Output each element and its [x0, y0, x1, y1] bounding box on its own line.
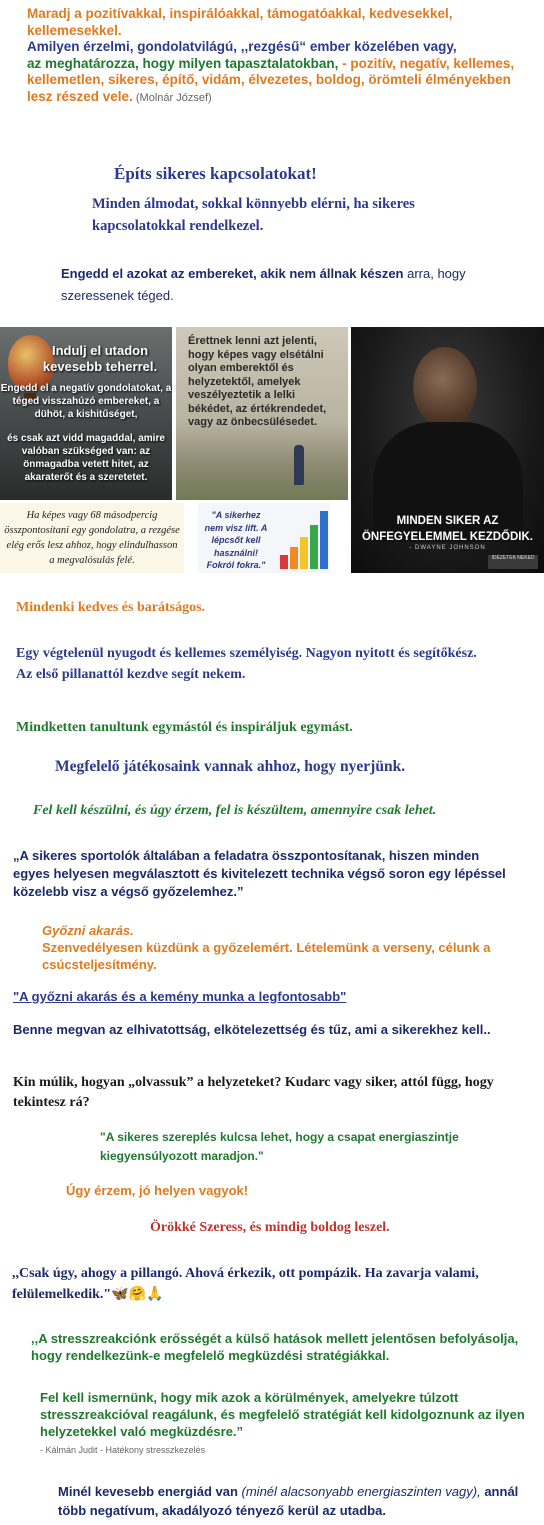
paragraph-17-part-2: (minél alacsonyabb energiaszinten vagy), — [237, 1484, 481, 1499]
letgo-normal: arra, hogy szeressenek téged. — [61, 266, 466, 303]
paragraph-17-part-3: annál több negatívum, akadályozó tényező kerül az utadba. — [58, 1484, 519, 1518]
intro-paragraph — [27, 6, 532, 106]
rock-quote-text: MINDEN SIKER AZ ÖNFEGYELEMMEL KEZDŐDIK. — [361, 515, 534, 543]
stairs-quote-image — [198, 503, 330, 573]
stairs-quote-text: "A sikerhez nem visz lift. A lépcsőt kell használni! Fokról fokra." — [204, 510, 268, 570]
paragraph-16 — [40, 1389, 540, 1457]
focus-quote-image — [0, 503, 184, 573]
balloon-quote-image — [0, 327, 172, 500]
stairs-bar-icon — [320, 511, 328, 569]
page-heading: Építs sikeres kapcsolatokat! — [114, 164, 317, 183]
stairs-bar-icon — [290, 547, 298, 569]
paragraph-11: "A sikeres szereplés kulcsa lehet, hogy a csapat energiaszintje kiegyensúlyozott maradjon." — [100, 1130, 459, 1163]
rock-quote-author: - DWAYNE JOHNSON — [409, 545, 486, 551]
intro-line-1: Maradj a pozitívakkal, inspirálóakkal, támogatóakkal, kedvesekkel, kellemesekkel. — [27, 6, 453, 38]
focus-quote-text: Ha képes vagy 68 másodpercig összpontosítani egy gondolatra, a rezgése elég erős lesz ahhoz, hogy elindulhasson a megvalósulás felé. — [4, 510, 180, 566]
paragraph-14-text: ,,Csak úgy, ahogy a pillangó. Ahová érkezik, ott pompázik. Ha zavarja valami, felülemelkedik." — [12, 1266, 479, 1302]
paragraph-12: Úgy érzem, jó helyen vagyok! — [66, 1183, 249, 1198]
letgo-paragraph — [61, 263, 521, 307]
paragraph-17 — [58, 1482, 538, 1520]
paragraph-6: „A sikeres sportolók általában a feladatra összpontosítanak, hiszen minden egyes helyesen megválasztott és kivitelezett technika végső soron egy lépéssel közelebb visz a végső győzelemhez.” — [13, 848, 506, 899]
intro-line-3b: - pozitív, negatív, kellemes, kellemetlen, sikeres, építő, vidám, élvezetes, boldog, örömteli élményekben lesz részed vele. — [27, 55, 515, 104]
paragraph-7-title: Győzni akarás. — [42, 923, 134, 938]
paragraph-15: ,,A stresszreakciónk erősségét a külső hatások mellett jelentősen befolyásolja, hogy rendelkezünk-e megfelelő megküzdési stratégiákkal. — [31, 1331, 519, 1363]
person-silhouette-icon — [294, 445, 304, 485]
stairs-bar-icon — [280, 555, 288, 569]
paragraph-16-attribution: - Kálmán Judit - Hatékony stresszkezelés — [40, 1445, 206, 1455]
beach-quote-image — [176, 327, 348, 500]
stairs-bar-icon — [310, 525, 318, 569]
paragraph-14 — [12, 1263, 532, 1305]
paragraph-7-body: Szenvedélyesen küzdünk a győzelemért. Lételemünk a verseny, célunk a csúcsteljesítmény. — [42, 940, 491, 972]
rock-quote-badge: IDÉZETEK NEKED — [488, 555, 538, 569]
intro-line-2: Amilyen érzelmi, gondolatvilágú, ,,rezgésű“ ember közelében vagy, — [27, 39, 457, 54]
paragraph-1: Mindenki kedves és barátságos. — [16, 600, 206, 615]
dwayne-johnson-quote-image — [351, 327, 544, 573]
beach-quote-text: Érettnek lenni azt jelenti, hogy képes vagy elsétálni olyan emberektől és helyzetektől, amelyek veszélyeztetik a lelki békédet, az értékrendedet, vagy az önbecsülésedet. — [188, 335, 327, 428]
intro-line-3a: az meghatározza, hogy milyen tapasztalatokban, — [27, 55, 339, 71]
balloon-body-1: Engedd el a negatív gondolatokat, a téged visszahúzó embereket, a dühöt, a kishitűséget, — [0, 383, 172, 420]
intro-attribution: (Molnár József) — [132, 91, 212, 104]
paragraph-13: Örökké Szeress, és mindig boldog leszel. — [150, 1220, 390, 1235]
balloon-title: Indulj el utadon kevesebb teherrel. — [42, 343, 158, 374]
paragraph-9: Benne megvan az elhivatottság, elkötelezettség és tűz, ami a sikerekhez kell.. — [13, 1022, 491, 1037]
paragraph-10: Kin múlik, hogyan „olvassuk” a helyzeteket? Kudarc vagy siker, attól függ, hogy tekintesz rá? — [13, 1075, 494, 1110]
letgo-bold: Engedd el azokat az embereket, akik nem állnak készen — [61, 266, 404, 281]
paragraph-16-text: Fel kell ismernünk, hogy mik azok a körülmények, amelyekre túlzott stresszreakcióval reagálunk, és megfelelő stratégiát kell kidolgoznunk az ilyen helyzetekkel való megküzdésre.” — [40, 1390, 525, 1439]
balloon-body-2: és csak azt vidd magaddal, amire valóban szükséged van: az önmagadba vetett hitet, az akaraterőt és a szeretetet. — [7, 433, 165, 483]
paragraph-8: "A győzni akarás és a kemény munka a legfontosabb" — [13, 989, 347, 1004]
butterfly-hug-pray-emoji-icon: 🦋🤗🙏 — [111, 1287, 164, 1302]
portrait-head-icon — [413, 347, 477, 427]
paragraph-2: Egy végtelenül nyugodt és kellemes személyiség. Nagyon nyitott és segítőkész. Az első pillanattól kezdve segít nekem. — [16, 646, 477, 682]
paragraph-3: Mindketten tanultunk egymástól és inspiráljuk egymást. — [16, 720, 353, 735]
dreams-paragraph: Minden álmodat, sokkal könnyebb elérni, ha sikeres kapcsolatokkal rendelkezel. — [92, 196, 415, 234]
paragraph-5: Fel kell készülni, és úgy érzem, fel is készültem, amennyire csak lehet. — [33, 803, 437, 818]
paragraph-17-part-1: Minél kevesebb energiád van — [58, 1484, 238, 1499]
paragraph-7 — [42, 922, 522, 973]
stairs-bar-icon — [300, 537, 308, 569]
paragraph-4: Megfelelő játékosaink vannak ahhoz, hogy nyerjünk. — [55, 758, 406, 775]
